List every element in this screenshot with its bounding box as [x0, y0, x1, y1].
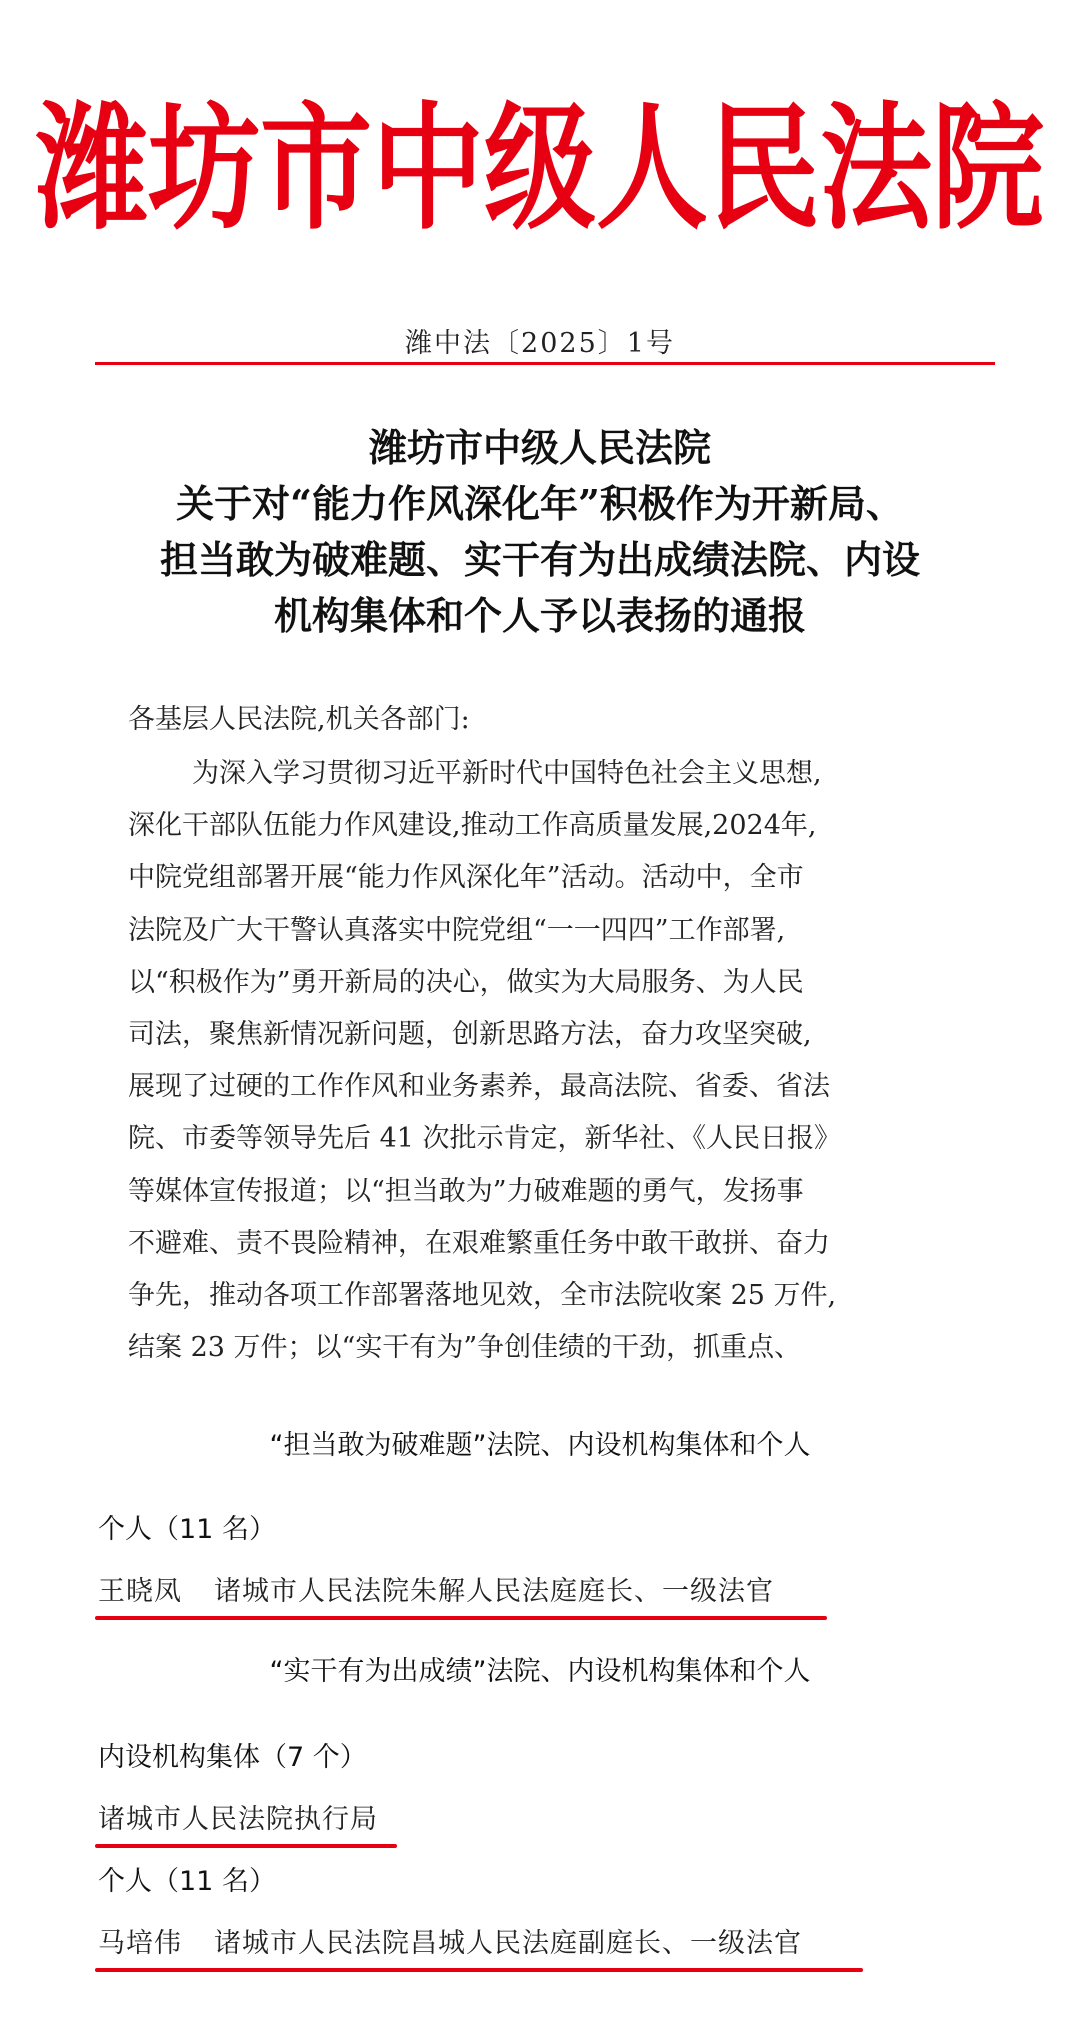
- header-divider: [95, 362, 995, 365]
- entry-underline: [95, 1968, 863, 1972]
- entry-underline: [95, 1844, 397, 1848]
- section-heading: “担当敢为破难题”法院、内设机构集体和个人: [269, 1430, 811, 1461]
- body-line: 等媒体宣传报道；以“担当敢为”力破难题的勇气，发扬事: [128, 1175, 804, 1207]
- honoree-name: 马培伟: [98, 1928, 182, 1959]
- salutation: 各基层人民法院,机关各部门:: [128, 704, 470, 735]
- body-line: 争先，推动各项工作部署落地见效，全市法院收案 25 万件,: [128, 1279, 837, 1311]
- title-line: 潍坊市中级人民法院: [368, 425, 711, 470]
- body-line: 为深入学习贯彻习近平新时代中国特色社会主义思想,: [192, 758, 822, 789]
- subsection-label: 内设机构集体（7 个）: [98, 1742, 367, 1773]
- subsection-label: 个人（11 名）: [98, 1514, 276, 1545]
- honoree-entry: [98, 1572, 774, 1612]
- body-line: 展现了过硬的工作作风和业务素养，最高法院、省委、省法: [128, 1071, 830, 1103]
- honoree-name: 诸城市人民法院执行局: [98, 1804, 378, 1835]
- subsection-label: 个人（11 名）: [98, 1866, 276, 1897]
- honoree-desc: 诸城市人民法院朱解人民法庭庭长、一级法官: [214, 1576, 774, 1607]
- document-number: 潍中法〔2025〕1号: [405, 328, 675, 359]
- masthead-title: 潍坊市中级人民法院: [36, 90, 1044, 249]
- body-line: 院、市委等领导先后 41 次批示肯定，新华社、《人民日报》: [128, 1123, 842, 1155]
- body-line: 深化干部队伍能力作风建设,推动工作高质量发展,2024年,: [128, 810, 817, 842]
- honoree-name: 王晓凤: [98, 1576, 182, 1607]
- body-line: 法院及广大干警认真落实中院党组“一一四四”工作部署,: [128, 914, 786, 946]
- body-paragraph: [128, 748, 948, 1374]
- body-line: 司法，聚焦新情况新问题，创新思路方法，奋力攻坚突破,: [128, 1018, 812, 1050]
- entry-underline: [95, 1616, 827, 1620]
- title-line: 关于对“能力作风深化年”积极作为开新局、: [176, 481, 904, 526]
- section-heading: “实干有为出成绩”法院、内设机构集体和个人: [269, 1656, 811, 1687]
- honoree-entry: [98, 1924, 802, 1964]
- body-line: 不避难、责不畏险精神，在艰难繁重任务中敢干敢拼、奋力: [128, 1227, 830, 1259]
- title-line: 机构集体和个人予以表扬的通报: [273, 593, 806, 638]
- body-line: 以“积极作为”勇开新局的决心，做实为大局服务、为人民: [128, 966, 804, 998]
- body-line: 中院党组部署开展“能力作风深化年”活动。活动中，全市: [128, 862, 804, 894]
- document-title: [80, 420, 1000, 644]
- title-line: 担当敢为破难题、实干有为出成绩法院、内设: [159, 537, 920, 582]
- body-line: 结案 23 万件；以“实干有为”争创佳绩的干劲，抓重点、: [128, 1332, 802, 1364]
- honoree-entry: [98, 1800, 410, 1840]
- honoree-desc: 诸城市人民法院昌城人民法庭副庭长、一级法官: [214, 1928, 802, 1959]
